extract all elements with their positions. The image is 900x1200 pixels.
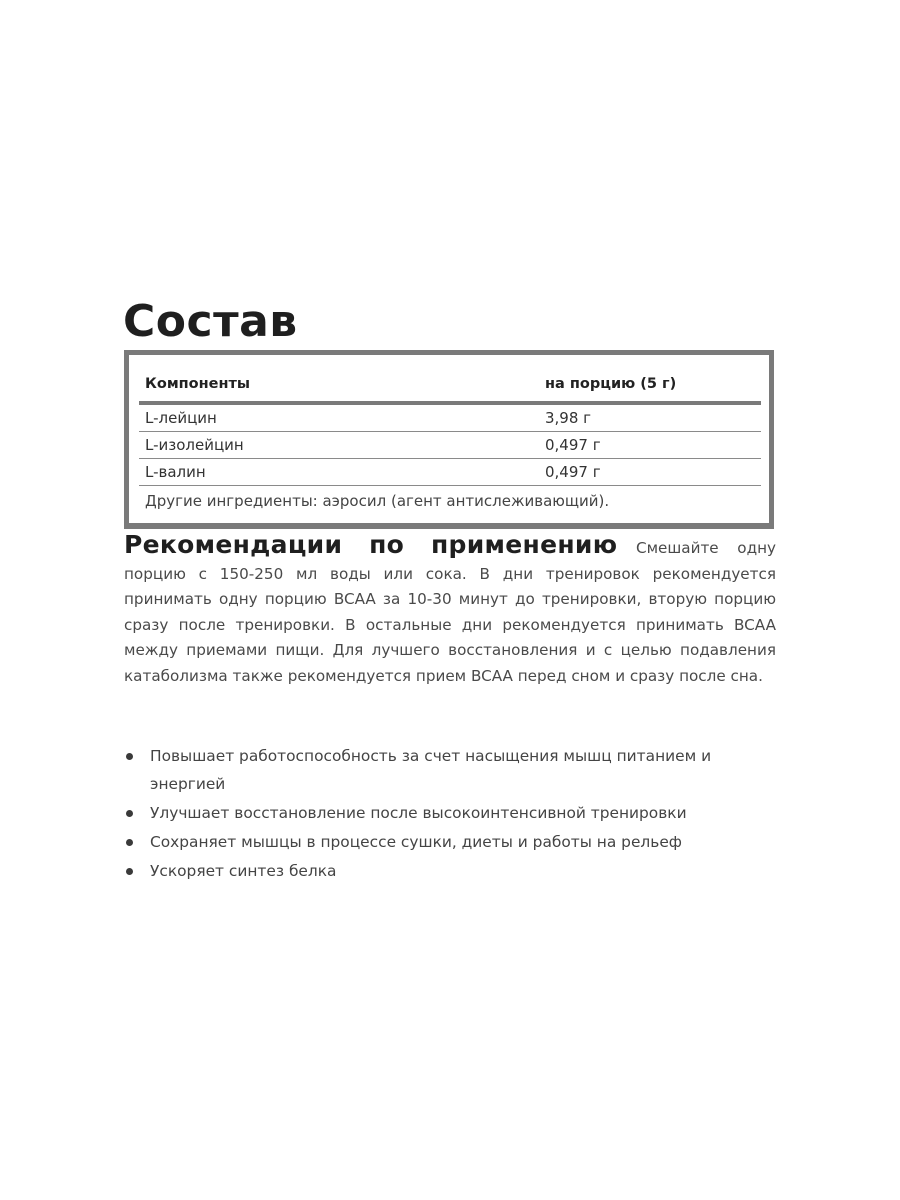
list-item bbox=[124, 857, 764, 885]
composition-table bbox=[124, 350, 774, 529]
component-amount: 0,497 г bbox=[545, 436, 601, 454]
benefits-list bbox=[124, 742, 764, 886]
table-row bbox=[139, 459, 761, 486]
section-title-recommendations: Рекомендации по применению bbox=[124, 530, 618, 559]
benefit-text: Повышает работоспособность за счет насыщения мышц питанием и энергией bbox=[150, 747, 712, 793]
table-row bbox=[139, 405, 761, 432]
table-row bbox=[139, 432, 761, 459]
bullet-icon bbox=[126, 753, 133, 760]
component-name: L-лейцин bbox=[145, 409, 217, 427]
header-components: Компоненты bbox=[145, 376, 251, 392]
benefit-text: Улучшает восстановление после высокоинтенсивной тренировки bbox=[150, 804, 687, 822]
header-per-serving: на порцию (5 г) bbox=[545, 376, 677, 392]
list-item bbox=[124, 799, 764, 827]
section-title-composition: Состав bbox=[123, 296, 298, 347]
component-name: L-валин bbox=[145, 463, 206, 481]
other-ingredients: Другие ингредиенты: аэросил (агент антислеживающий). bbox=[145, 492, 610, 510]
bullet-icon bbox=[126, 839, 133, 846]
list-item bbox=[124, 742, 764, 798]
component-amount: 3,98 г bbox=[545, 409, 592, 427]
benefit-text: Ускоряет синтез белка bbox=[150, 862, 337, 880]
bullet-icon bbox=[126, 868, 133, 875]
composition-table-body bbox=[139, 361, 761, 516]
benefit-text: Сохраняет мышцы в процессе сушки, диеты и работы на рельеф bbox=[150, 833, 682, 851]
table-header-row bbox=[139, 361, 761, 405]
component-amount: 0,497 г bbox=[545, 463, 601, 481]
list-item bbox=[124, 828, 764, 856]
other-ingredients-row bbox=[139, 486, 761, 516]
recommendations-paragraph bbox=[124, 532, 776, 689]
bullet-icon bbox=[126, 810, 133, 817]
recommendations-text: Смешайте одну порцию с 150-250 мл воды или сока. В дни тренировок рекомендуется принимать одну порцию BCAA за 10-30 минут до тренировки, вторую порцию сразу после тренировки. В остальные дни рекомендуется принимать BCAA между приемами пищи. Для лучшего восстановления и с целью подавления катаболизма также рекомендуется прием BCAA перед сном и сразу после сна. bbox=[124, 539, 776, 685]
component-name: L-изолейцин bbox=[145, 436, 244, 454]
